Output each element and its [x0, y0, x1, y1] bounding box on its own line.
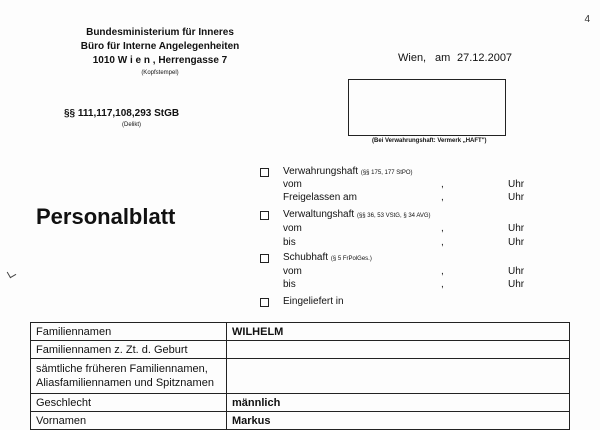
city: Wien, [398, 52, 427, 64]
table-row [31, 341, 570, 359]
schub-vom-label: vom [283, 266, 302, 277]
table-row [31, 359, 570, 394]
freigelassen-uhr: Uhr [508, 192, 525, 203]
office-address: 1010 W i e n , Herrengasse 7 [92, 55, 228, 66]
row-label-vornamen: Vornamen [31, 412, 227, 430]
row-label-geburtsname: Familiennamen z. Zt. d. Geburt [31, 341, 227, 359]
verwaltungshaft-label: Verwaltungshaft (§§ 36, 53 VStG, § 34 AVG) [283, 209, 431, 220]
letterhead [60, 26, 260, 78]
verwahrungshaft-checkbox[interactable] [260, 168, 269, 177]
row-value-vornamen[interactable]: Markus [227, 412, 570, 430]
personal-data-table [30, 322, 570, 430]
schub-bis-comma: , [441, 279, 444, 290]
row-label-geschlecht: Geschlecht [31, 394, 227, 412]
table-row [31, 412, 570, 430]
row-label-frueherer-namen-line1: sämtliche früheren Familiennamen, [36, 363, 208, 375]
verwaltung-vom-label: vom [283, 223, 302, 234]
schubhaft-label: Schubhaft (§ 5 FrPolGes.) [283, 252, 372, 263]
verwahrung-vom-label: vom [283, 179, 302, 190]
verwahrungshaft-label: Verwahrungshaft (§§ 175, 177 StPO) [283, 166, 413, 177]
verwahrung-vom-comma: , [441, 179, 444, 190]
law-paragraphs: §§ 111,117,108,293 StGB [64, 108, 180, 119]
ministry-name: Bundesministerium für Inneres [86, 27, 234, 38]
schubhaft-checkbox[interactable] [260, 254, 269, 263]
table-row [31, 394, 570, 412]
am-label: am [435, 52, 451, 64]
freigelassen-label: Freigelassen am [283, 192, 357, 203]
page-title: Personalblatt [36, 204, 176, 229]
row-value-geschlecht[interactable]: männlich [227, 394, 570, 412]
verwahrung-vom-uhr: Uhr [508, 179, 525, 190]
office-name: Büro für Interne Angelegenheiten [80, 41, 240, 52]
row-value-geburtsname[interactable] [227, 341, 570, 359]
row-label-familiennamen: Familiennamen [31, 323, 227, 341]
corner-mark: 4 [584, 14, 590, 25]
stamp-caption: (Kopfstempel) [141, 70, 179, 76]
freigelassen-comma: , [441, 192, 444, 203]
date-value: 27.12.2007 [457, 52, 513, 64]
verwaltung-vom-comma: , [441, 223, 444, 234]
verwaltungshaft-checkbox[interactable] [260, 211, 269, 220]
verwaltung-bis-uhr: Uhr [508, 237, 525, 248]
table-row [31, 323, 570, 341]
row-label-frueherer-namen-line2: Aliasfamiliennamen und Spitznamen [36, 377, 214, 389]
haft-note: (Bei Verwahrungshaft: Vermerk „HAFT") [372, 138, 487, 144]
haft-stamp-box [348, 79, 506, 136]
eingeliefert-label: Eingeliefert in [283, 296, 344, 307]
row-value-frueherer-namen[interactable] [227, 359, 570, 394]
verwaltung-bis-label: bis [283, 237, 296, 248]
law-caption: (Delikt) [122, 122, 141, 128]
row-value-familiennamen[interactable]: WILHELM [227, 323, 570, 341]
eingeliefert-checkbox[interactable] [260, 298, 269, 307]
row-label-frueherer-namen [31, 359, 227, 394]
verwaltung-bis-comma: , [441, 237, 444, 248]
schub-vom-uhr: Uhr [508, 266, 525, 277]
schub-vom-comma: , [441, 266, 444, 277]
scan-mark [7, 269, 17, 279]
verwaltung-vom-uhr: Uhr [508, 223, 525, 234]
schub-bis-label: bis [283, 279, 296, 290]
schub-bis-uhr: Uhr [508, 279, 525, 290]
